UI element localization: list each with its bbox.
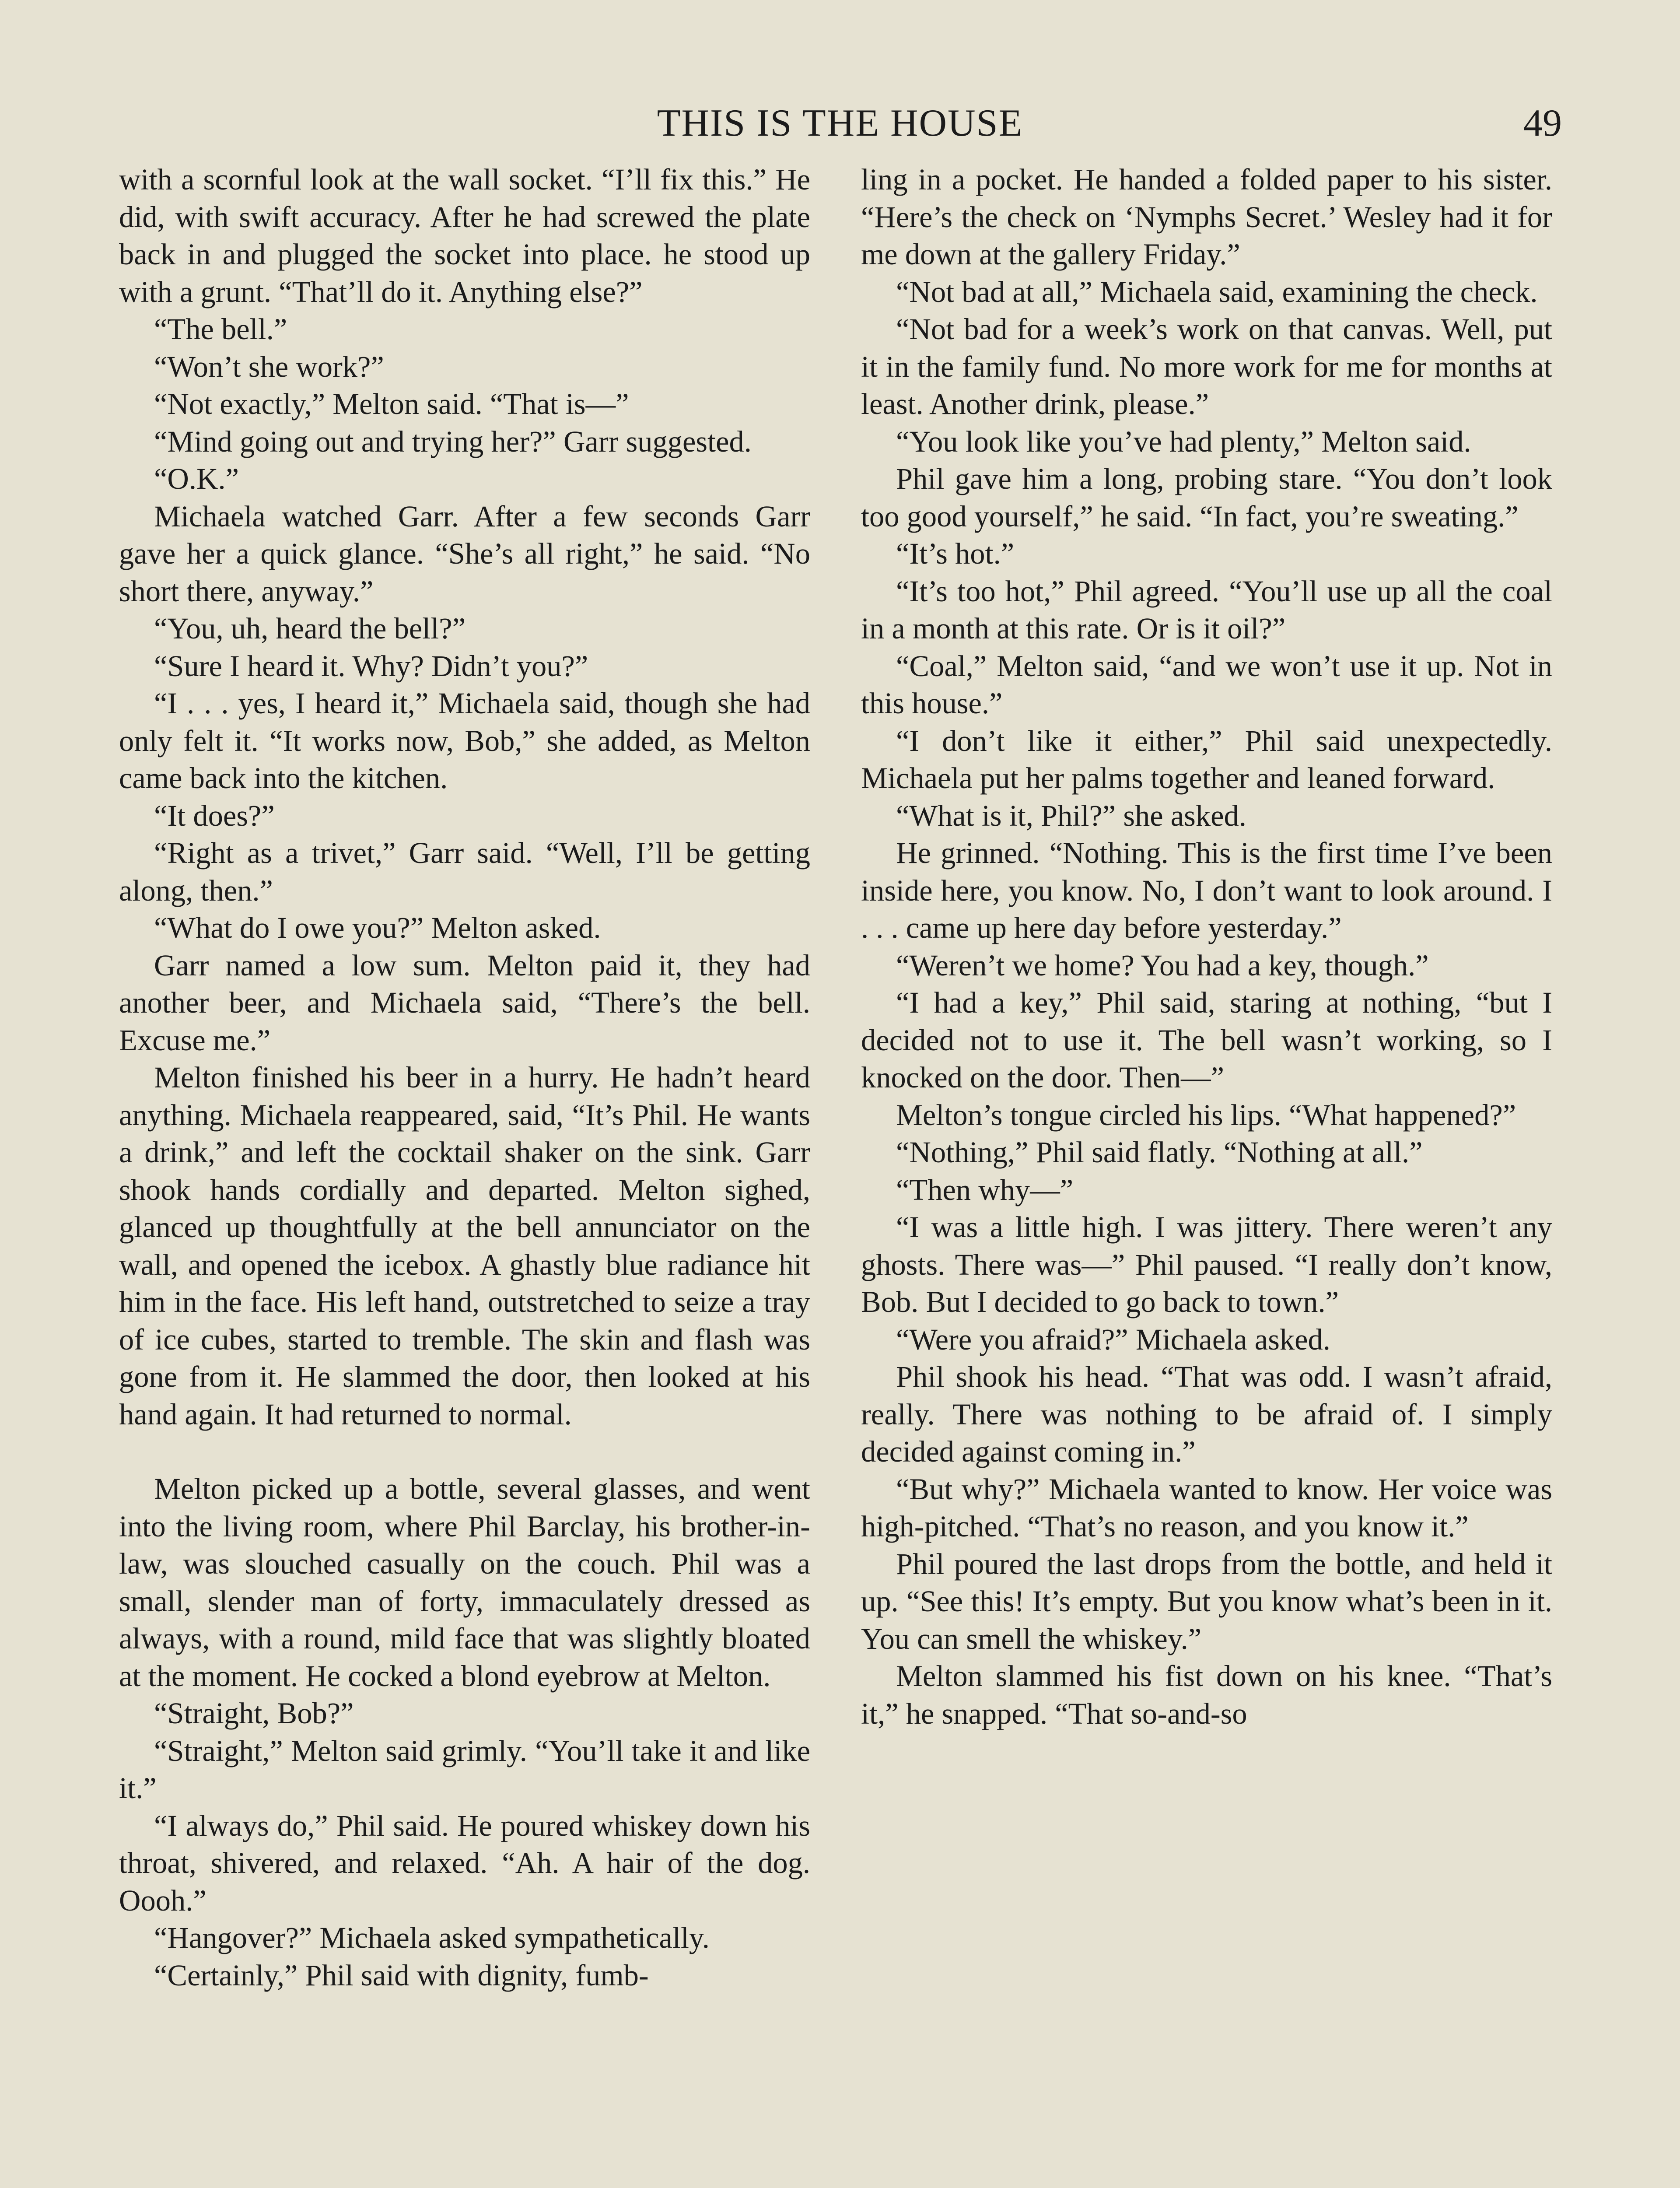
paragraph: “Mind going out and trying her?” Garr suggested. bbox=[154, 424, 752, 458]
paragraph: “The bell.” bbox=[154, 312, 287, 346]
paragraph: “Certainly,” Phil said with dignity, fumb- bbox=[154, 1958, 649, 1992]
paragraph: “It’s hot.” bbox=[896, 537, 1015, 570]
paragraph: “It does?” bbox=[154, 799, 275, 832]
paragraph: Phil shook his head. “That was odd. I wasn’t afraid, really. There was nothing to be afraid of. I simply decided against coming in.” bbox=[861, 1360, 1552, 1468]
paragraph: “Right as a trivet,” Garr said. “Well, I’ll be getting along, then.” bbox=[119, 836, 810, 907]
paragraph: Melton slammed his fist down on his knee. “That’s it,” he snapped. “That so-and-so bbox=[861, 1659, 1552, 1730]
paragraph: Michaela watched Garr. After a few seconds Garr gave her a quick glance. “She’s all right,” he said. “No short there, anyway.” bbox=[119, 499, 810, 608]
paragraph: “Won’t she work?” bbox=[154, 350, 384, 383]
paragraph: “Nothing,” Phil said flatly. “Nothing at all.” bbox=[896, 1136, 1423, 1169]
paragraph: Phil gave him a long, probing stare. “You don’t look too good yourself,” he said. “In fact, you’re sweating.” bbox=[861, 462, 1552, 533]
paragraph: “Not exactly,” Melton said. “That is—” bbox=[154, 387, 629, 421]
paragraph: Melton finished his beer in a hurry. He hadn’t heard anything. Michaela reappeared, said, “It’s Phil. He wants a drink,” and left the cocktail shaker on the sink. Garr shook hands cordially and departed. Melton sighed, glanced up thoughtfully at the bell annunciator on the wall, and opened the icebox. A ghastly blue radiance hit him in the face. His left hand, outstretched to seize a tray of ice cubes, started to tremble. The skin and flash was gone from it. He slammed the door, then looked at his hand again. It had returned to normal. bbox=[119, 1061, 810, 1431]
paragraph: “O.K.” bbox=[154, 462, 239, 495]
paragraph: “It’s too hot,” Phil agreed. “You’ll use up all the coal in a month at this rate. Or is it oil?” bbox=[861, 574, 1552, 645]
paragraph: “I don’t like it either,” Phil said unexpectedly. Michaela put her palms together and leaned forward. bbox=[861, 724, 1552, 795]
paragraph: ling in a pocket. He handed a folded paper to his sister. “Here’s the check on ‘Nymphs Secret.’ Wesley had it for me down at the gallery Friday.” bbox=[861, 163, 1552, 271]
paragraph: Melton picked up a bottle, several glasses, and went into the living room, where Phil Barclay, his brother-in-law, was slouched casually on the couch. Phil was a small, slender man of forty, immaculately dressed as always, with a round, mild face that was slightly bloated at the moment. He cocked a blond eyebrow at Melton. bbox=[119, 1472, 810, 1693]
paragraph: “Weren’t we home? You had a key, though.” bbox=[896, 948, 1429, 982]
page-number: 49 bbox=[1523, 102, 1562, 144]
paragraph: He grinned. “Nothing. This is the first time I’ve been inside here, you know. No, I don’t want to look around. I . . . came up here day before yesterday.” bbox=[861, 836, 1552, 944]
paragraph: “You, uh, heard the bell?” bbox=[154, 612, 466, 645]
paragraph: “You look like you’ve had plenty,” Melton said. bbox=[896, 424, 1471, 458]
paragraph: “I had a key,” Phil said, staring at nothing, “but I decided not to use it. The bell wasn’t working, so I knocked on the door. Then—” bbox=[861, 986, 1552, 1094]
paragraph: “Hangover?” Michaela asked sympathetically. bbox=[154, 1921, 710, 1954]
paragraph: “What do I owe you?” Melton asked. bbox=[154, 911, 601, 944]
paragraph: “Sure I heard it. Why? Didn’t you?” bbox=[154, 649, 588, 683]
paragraph: with a scornful look at the wall socket. “I’ll fix this.” He did, with swift accuracy. After he had screwed the plate back in and plugged the socket into place. he stood up with a grunt. “That’ll do it. Anything else?” bbox=[119, 163, 810, 309]
paragraph: “What is it, Phil?” she asked. bbox=[896, 799, 1246, 832]
paragraph: Phil poured the last drops from the bottle, and held it up. “See this! It’s empty. But you know what’s been in it. You can smell the whiskey.” bbox=[861, 1547, 1552, 1655]
paragraph: Melton’s tongue circled his lips. “What happened?” bbox=[896, 1098, 1516, 1132]
running-head: THIS IS THE HOUSE bbox=[657, 102, 1023, 144]
paragraph: “I . . . yes, I heard it,” Michaela said, though she had only felt it. “It works now, Bob,” she added, as Melton came back into the kitchen. bbox=[119, 687, 810, 795]
paragraph: “Straight,” Melton said grimly. “You’ll take it and like it.” bbox=[119, 1734, 810, 1805]
page-header bbox=[0, 97, 1680, 150]
paragraph: “Coal,” Melton said, “and we won’t use it up. Not in this house.” bbox=[861, 649, 1552, 720]
paragraph: “Then why—” bbox=[896, 1173, 1074, 1206]
paragraph: “Were you afraid?” Michaela asked. bbox=[896, 1322, 1330, 1356]
paragraph: “Straight, Bob?” bbox=[154, 1697, 354, 1730]
paragraph: “Not bad at all,” Michaela said, examining the check. bbox=[896, 275, 1538, 309]
paragraph: Garr named a low sum. Melton paid it, they had another beer, and Michaela said, “There’s the bell. Excuse me.” bbox=[119, 948, 810, 1057]
paragraph: “Not bad for a week’s work on that canvas. Well, put it in the family fund. No more work for me for months at least. Another drink, please.” bbox=[861, 312, 1552, 421]
paragraph: “But why?” Michaela wanted to know. Her voice was high-pitched. “That’s no reason, and you know it.” bbox=[861, 1472, 1552, 1543]
left-column bbox=[119, 161, 810, 1994]
paragraph: “I was a little high. I was jittery. There weren’t any ghosts. There was—” Phil paused. “I really don’t know, Bob. But I decided to go back to town.” bbox=[861, 1210, 1552, 1318]
paragraph: “I always do,” Phil said. He poured whiskey down his throat, shivered, and relaxed. “Ah. A hair of the dog. Oooh.” bbox=[119, 1809, 810, 1917]
right-column bbox=[861, 161, 1552, 1732]
